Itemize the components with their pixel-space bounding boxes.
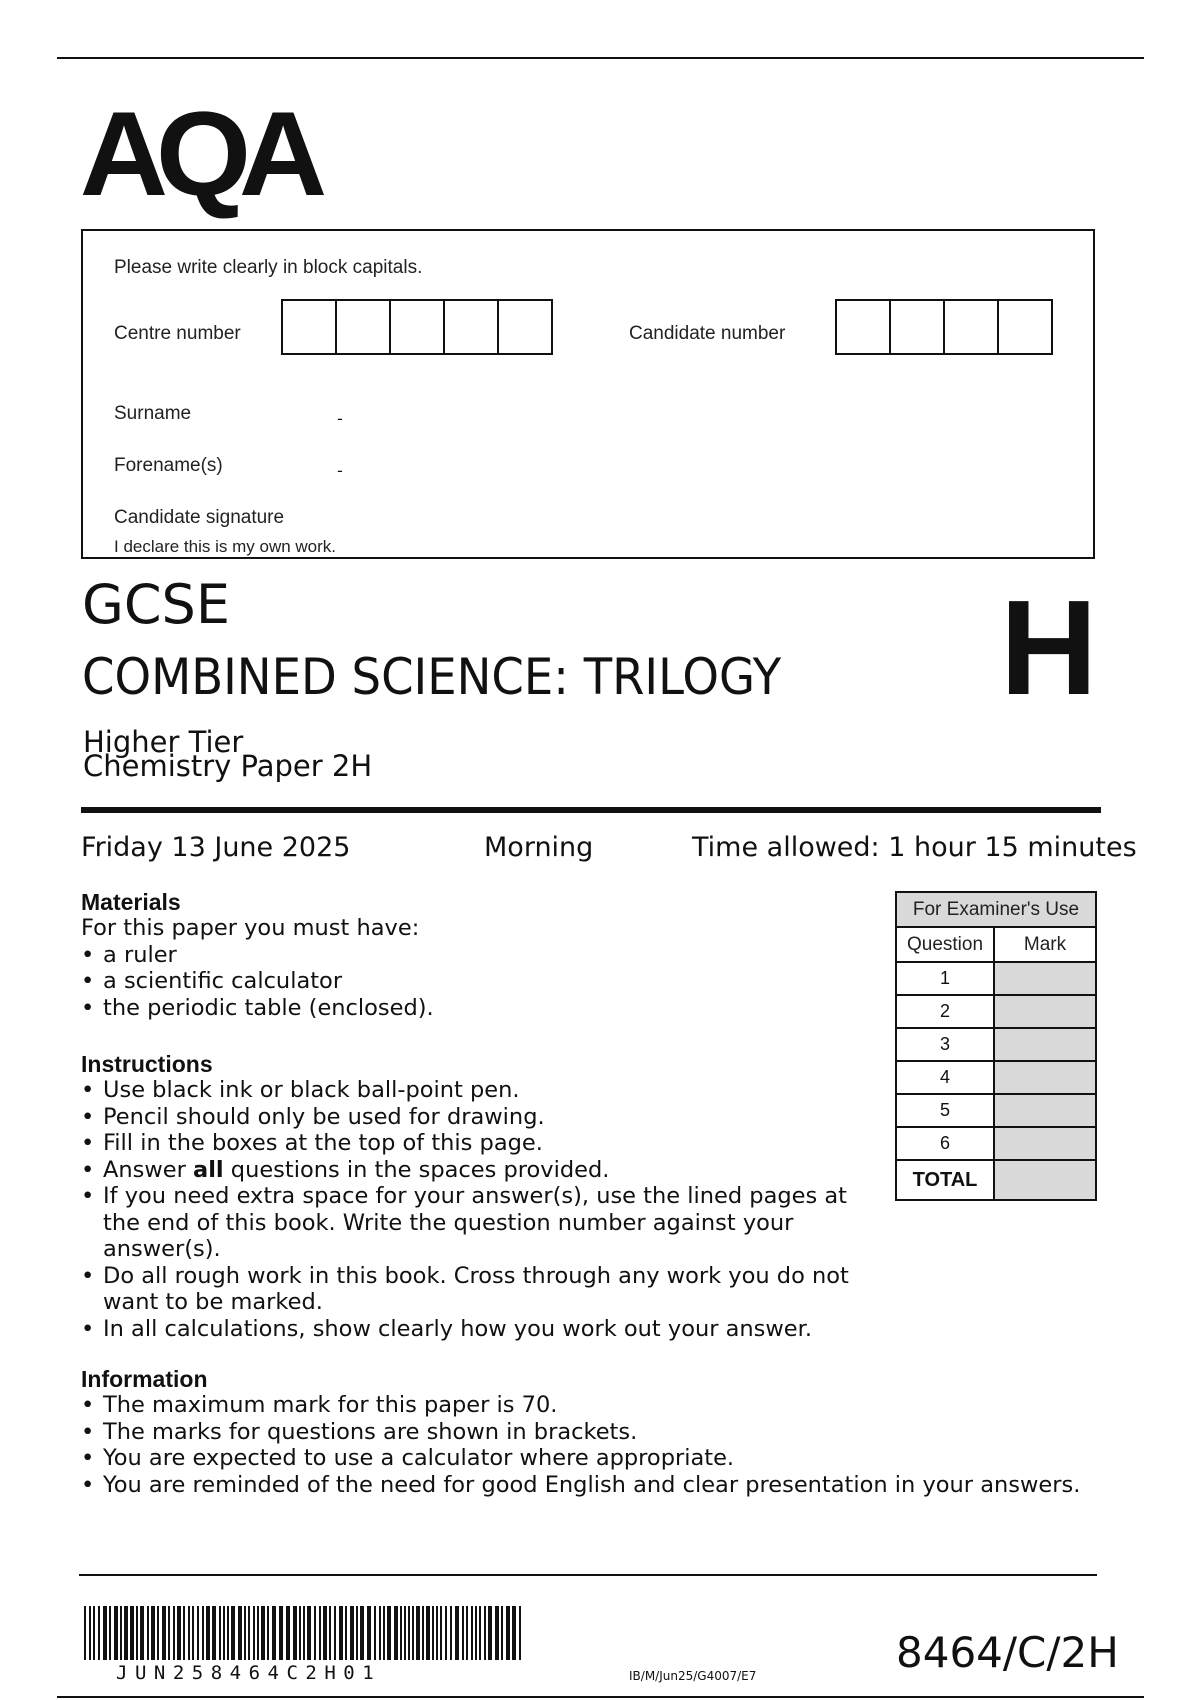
total-mark-cell[interactable] xyxy=(994,1160,1096,1200)
barcode-image xyxy=(84,1606,524,1660)
list-item: • In all calculations, show clearly how you work out your answer. xyxy=(81,1316,861,1343)
instructions-list xyxy=(81,1077,861,1342)
barcode-bar xyxy=(404,1606,406,1660)
barcode-bar xyxy=(136,1606,138,1660)
barcode-bar xyxy=(162,1606,166,1660)
barcode-bar xyxy=(374,1606,376,1660)
barcode-text: JUN258464C2H01 xyxy=(116,1662,382,1684)
centre-digit-box[interactable] xyxy=(281,299,337,355)
barcode-bar xyxy=(394,1606,398,1660)
top-rule xyxy=(57,57,1144,59)
barcode-bar xyxy=(383,1606,385,1660)
list-item: • Answer all questions in the spaces provided. xyxy=(81,1157,861,1184)
barcode-bar xyxy=(267,1606,269,1660)
barcode-bar xyxy=(98,1606,100,1660)
paper-label: Chemistry Paper 2H xyxy=(83,749,373,783)
barcode-bar xyxy=(303,1606,305,1660)
question-number: 4 xyxy=(896,1061,994,1094)
mark-cell[interactable] xyxy=(994,1094,1096,1127)
barcode-bar xyxy=(173,1606,175,1660)
mark-cell[interactable] xyxy=(994,1028,1096,1061)
barcode-bar xyxy=(183,1606,185,1660)
qualification-title: GCSE xyxy=(82,573,230,636)
candidate-number-label: Candidate number xyxy=(629,323,786,344)
list-item: • The maximum mark for this paper is 70. xyxy=(81,1392,1161,1419)
surname-label: Surname xyxy=(114,403,192,424)
exam-date: Friday 13 June 2025 xyxy=(81,832,351,863)
list-item: • Pencil should only be used for drawing. xyxy=(81,1104,861,1131)
barcode-bar xyxy=(329,1606,331,1660)
barcode-bar xyxy=(466,1606,468,1660)
barcode-bar xyxy=(168,1606,170,1660)
barcode-bar xyxy=(323,1606,327,1660)
materials-heading: Materials xyxy=(81,889,181,915)
barcode-bar xyxy=(484,1606,486,1660)
barcode-bar xyxy=(231,1606,235,1660)
barcode-bar xyxy=(367,1606,371,1660)
forename-label: Forename(s) xyxy=(114,455,223,476)
declaration-text: I declare this is my own work. xyxy=(114,537,337,556)
barcode-bar xyxy=(356,1606,358,1660)
centre-digit-box[interactable] xyxy=(497,299,553,355)
barcode-bar xyxy=(455,1606,459,1660)
instructions-section xyxy=(81,1051,861,1342)
question-number: 3 xyxy=(896,1028,994,1061)
list-item: • a ruler xyxy=(81,942,861,969)
barcode-bar xyxy=(314,1606,316,1660)
bottom-rule xyxy=(79,1574,1097,1576)
barcode-bar xyxy=(93,1606,95,1660)
barcode-bar xyxy=(506,1606,510,1660)
barcode-bar xyxy=(471,1606,473,1660)
footer-rule xyxy=(57,1696,1144,1698)
question-column-header: Question xyxy=(896,927,994,962)
time-allowed: Time allowed: 1 hour 15 minutes xyxy=(692,832,1137,863)
barcode-bar xyxy=(512,1606,516,1660)
barcode-bar xyxy=(89,1606,91,1660)
barcode-bar xyxy=(387,1606,391,1660)
question-number: 2 xyxy=(896,995,994,1028)
barcode-bar xyxy=(440,1606,442,1660)
candidate-digit-box[interactable] xyxy=(889,299,945,355)
barcode-bar xyxy=(238,1606,242,1660)
candidate-number-boxes xyxy=(835,299,1053,355)
barcode-bar xyxy=(103,1606,107,1660)
barcode-bar xyxy=(114,1606,118,1660)
barcode-bar xyxy=(495,1606,499,1660)
barcode-bar xyxy=(261,1606,265,1660)
barcode-bar xyxy=(202,1606,204,1660)
list-item: • the periodic table (enclosed). xyxy=(81,995,861,1022)
barcode-bar xyxy=(299,1606,301,1660)
centre-number-label: Centre number xyxy=(114,323,241,344)
barcode-bar xyxy=(212,1606,216,1660)
barcode-bar xyxy=(360,1606,364,1660)
materials-list xyxy=(81,942,861,1022)
question-number: 5 xyxy=(896,1094,994,1127)
barcode-bar xyxy=(192,1606,194,1660)
paper-code: 8464/C/2H xyxy=(896,1628,1119,1677)
barcode-bar xyxy=(345,1606,347,1660)
list-item: • You are reminded of the need for good English and clear presentation in your answers. xyxy=(81,1472,1161,1499)
information-section xyxy=(81,1366,1161,1498)
barcode-bar xyxy=(140,1606,144,1660)
candidate-digit-box[interactable] xyxy=(943,299,999,355)
list-item: • If you need extra space for your answer(s), use the lined pages at the end of this book. Write the question number against your answer(s). xyxy=(81,1183,861,1263)
barcode-bar xyxy=(219,1606,221,1660)
list-item: • The marks for questions are shown in brackets. xyxy=(81,1419,1161,1446)
barcode-bar xyxy=(426,1606,430,1660)
barcode-bar xyxy=(422,1606,424,1660)
barcode-bar xyxy=(272,1606,276,1660)
barcode-bar xyxy=(286,1606,290,1660)
barcode-bar xyxy=(120,1606,122,1660)
barcode-bar xyxy=(379,1606,381,1660)
barcode-bar xyxy=(462,1606,464,1660)
barcode-bar xyxy=(257,1606,259,1660)
barcode-bar xyxy=(177,1606,181,1660)
surname-field[interactable]: - xyxy=(337,409,343,428)
barcode-bar xyxy=(475,1606,477,1660)
examiner-table-title: For Examiner's Use xyxy=(896,892,1096,927)
candidate-digit-box[interactable] xyxy=(835,299,891,355)
question-number: 1 xyxy=(896,962,994,995)
title-rule xyxy=(81,807,1101,813)
barcode-bar xyxy=(334,1606,336,1660)
centre-digit-box[interactable] xyxy=(443,299,499,355)
barcode-bar xyxy=(248,1606,250,1660)
materials-intro: For this paper you must have: xyxy=(81,915,420,941)
information-heading: Information xyxy=(81,1366,208,1392)
signature-label: Candidate signature xyxy=(114,507,285,528)
instructions-heading: Instructions xyxy=(81,1051,213,1077)
barcode-bar xyxy=(432,1606,434,1660)
candidate-digit-box[interactable] xyxy=(997,299,1053,355)
aqa-logo: AQA xyxy=(79,87,315,221)
barcode-bar xyxy=(223,1606,225,1660)
barcode-bar xyxy=(412,1606,414,1660)
barcode-bar xyxy=(109,1606,111,1660)
centre-digit-box[interactable] xyxy=(389,299,445,355)
list-item: • You are expected to use a calculator where appropriate. xyxy=(81,1445,1161,1472)
information-list xyxy=(81,1392,1161,1498)
mark-cell[interactable] xyxy=(994,1061,1096,1094)
barcode-bar xyxy=(157,1606,159,1660)
block-capitals-instruction: Please write clearly in block capitals. xyxy=(114,257,423,278)
barcode-bar xyxy=(244,1606,246,1660)
barcode-bar xyxy=(450,1606,452,1660)
barcode-bar xyxy=(400,1606,402,1660)
barcode-bar xyxy=(488,1606,492,1660)
forename-field[interactable]: - xyxy=(337,461,343,480)
candidate-details-box xyxy=(81,229,1095,559)
mark-column-header: Mark xyxy=(994,927,1096,962)
examiner-use-table xyxy=(895,891,1097,1201)
barcode-bar xyxy=(197,1606,199,1660)
list-item: • Fill in the boxes at the top of this page. xyxy=(81,1130,861,1157)
barcode-bar xyxy=(227,1606,229,1660)
barcode-bar xyxy=(445,1606,447,1660)
mark-cell[interactable] xyxy=(994,1127,1096,1160)
subject-title: COMBINED SCIENCE: TRILOGY xyxy=(82,648,782,706)
tier-label: Higher Tier xyxy=(83,725,244,759)
tier-letter: H xyxy=(1000,572,1098,723)
barcode-bar xyxy=(307,1606,311,1660)
barcode-bar xyxy=(436,1606,438,1660)
barcode-bar xyxy=(130,1606,134,1660)
list-item: • Use black ink or black ball-point pen. xyxy=(81,1077,861,1104)
barcode-bar xyxy=(501,1606,503,1660)
paper-reference: IB/M/Jun25/G4007/E7 xyxy=(629,1669,757,1683)
barcode-bar xyxy=(188,1606,190,1660)
barcode-bar xyxy=(84,1606,86,1660)
barcode-bar xyxy=(279,1606,283,1660)
barcode-bar xyxy=(147,1606,149,1660)
barcode-bar xyxy=(519,1606,521,1660)
question-number: 6 xyxy=(896,1127,994,1160)
materials-section xyxy=(81,889,861,1021)
barcode-bar xyxy=(350,1606,354,1660)
barcode-bar xyxy=(253,1606,255,1660)
barcode-bar xyxy=(206,1606,210,1660)
list-item: • Do all rough work in this book. Cross through any work you do not want to be marked. xyxy=(81,1263,861,1316)
barcode-bar xyxy=(339,1606,343,1660)
barcode-bar xyxy=(416,1606,420,1660)
barcode-bar xyxy=(479,1606,481,1660)
barcode-bar xyxy=(293,1606,297,1660)
centre-number-boxes xyxy=(281,299,553,355)
barcode-bar xyxy=(319,1606,321,1660)
exam-session: Morning xyxy=(484,832,594,863)
total-label: TOTAL xyxy=(896,1160,994,1200)
centre-digit-box[interactable] xyxy=(335,299,391,355)
mark-cell[interactable] xyxy=(994,962,1096,995)
list-item: • a scientific calculator xyxy=(81,968,861,995)
barcode-bar xyxy=(151,1606,155,1660)
barcode-bar xyxy=(408,1606,410,1660)
mark-cell[interactable] xyxy=(994,995,1096,1028)
barcode-bar xyxy=(124,1606,128,1660)
